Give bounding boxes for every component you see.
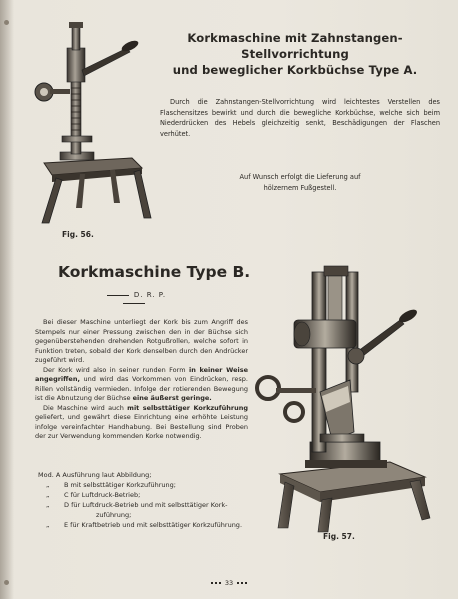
type-b-para2 (35, 366, 248, 404)
figure-56-caption: Fig. 56. (62, 230, 94, 239)
para3-emphasis: mit selbsttätiger Korkzuführung (127, 403, 249, 412)
model-prefix: „ (46, 491, 50, 499)
para2-emphasis1: in keiner Weise angegriffen, (35, 365, 248, 383)
para2-text2: und wird das Vorkommen von Eindrücken, resp. Rillen vollständig vermieden. Infolge der rotierenden Bewegung ist die Abnutzung der Büchse (35, 375, 248, 402)
model-text: D für Luftdruck-Betrieb und mit selbsttätiger Kork- (64, 501, 228, 509)
corking-machine-type-a-illustration (22, 18, 157, 228)
model-text: C für Luftdruck-Betrieb; (64, 491, 141, 499)
type-a-delivery-note (195, 172, 405, 193)
model-prefix: „ (46, 481, 50, 489)
type-a-description: Durch die Zahnstangen-Stellvorrichtung wird leichtestes Verstellen des Flaschensitzes bewirkt und durch die bewegliche Korkbüchse, welche sich beim Niederdrücken des Hebels gleichzeitig senkt, Beschädigungen der Flaschen verhütet. (160, 98, 440, 138)
type-a-title-line2: und beweglicher Korkbüchse Type A. (172, 63, 418, 77)
type-a-title (150, 30, 440, 78)
para2-emphasis2: eine äußerst geringe. (132, 394, 212, 402)
type-b-para3 (35, 404, 248, 442)
corking-machine-type-b-illustration (250, 262, 450, 534)
figure-57-caption: Fig. 57. (323, 532, 355, 541)
model-item-continued (38, 510, 253, 520)
page-number: 33 (200, 579, 258, 587)
delivery-line2: hölzernem Fußgestell. (263, 183, 337, 192)
model-text: zuführung; (96, 511, 132, 519)
type-b-para1: Bei dieser Maschine unterliegt der Kork bis zum Angriff des Stempels nur einer Pressung zwischen den in der Büchse sich gegenüberstehenden drehenden Rotgußrollen, welche sofort in Funktion treten, sobald der Kork denselben durch den Andrücker zugeführt wird. (35, 318, 248, 364)
para3-text2: geliefert, und gewährt diese Einrichtung eine erhöhte Leistung infolge vereinfachter Handhabung. Bei Bestellung sind Proben der zur Verwendung kommenden Korke notwendig. (35, 413, 248, 440)
type-b-description (35, 318, 248, 442)
model-item (38, 500, 253, 510)
model-text: E für Kraftbetrieb und mit selbsttätiger Korkzuführung. (64, 521, 243, 529)
model-item (38, 520, 253, 530)
binding-hole (4, 20, 9, 25)
model-prefix: Mod. A (38, 471, 61, 479)
model-text: B mit selbsttätiger Korkzuführung; (64, 481, 176, 489)
para2-text: Der Kork wird also in seiner runden Form (43, 365, 189, 374)
model-prefix: „ (46, 501, 50, 509)
para3-text: Die Maschine wird auch (43, 403, 128, 412)
model-prefix: „ (46, 521, 50, 529)
model-item (38, 480, 253, 490)
patent-label: D. R. P. (88, 291, 180, 307)
type-a-title-line1: Korkmaschine mit Zahnstangen-Stellvorrichtung (187, 31, 403, 61)
model-item (38, 470, 253, 480)
delivery-line1: Auf Wunsch erfolgt die Lieferung auf (239, 173, 361, 181)
binding-shadow (0, 0, 14, 599)
model-list (38, 470, 253, 530)
binding-hole (4, 580, 9, 585)
model-item (38, 490, 253, 500)
type-b-title: Korkmaschine Type B. (58, 263, 251, 281)
model-text: Ausführung laut Abbildung; (62, 471, 152, 479)
